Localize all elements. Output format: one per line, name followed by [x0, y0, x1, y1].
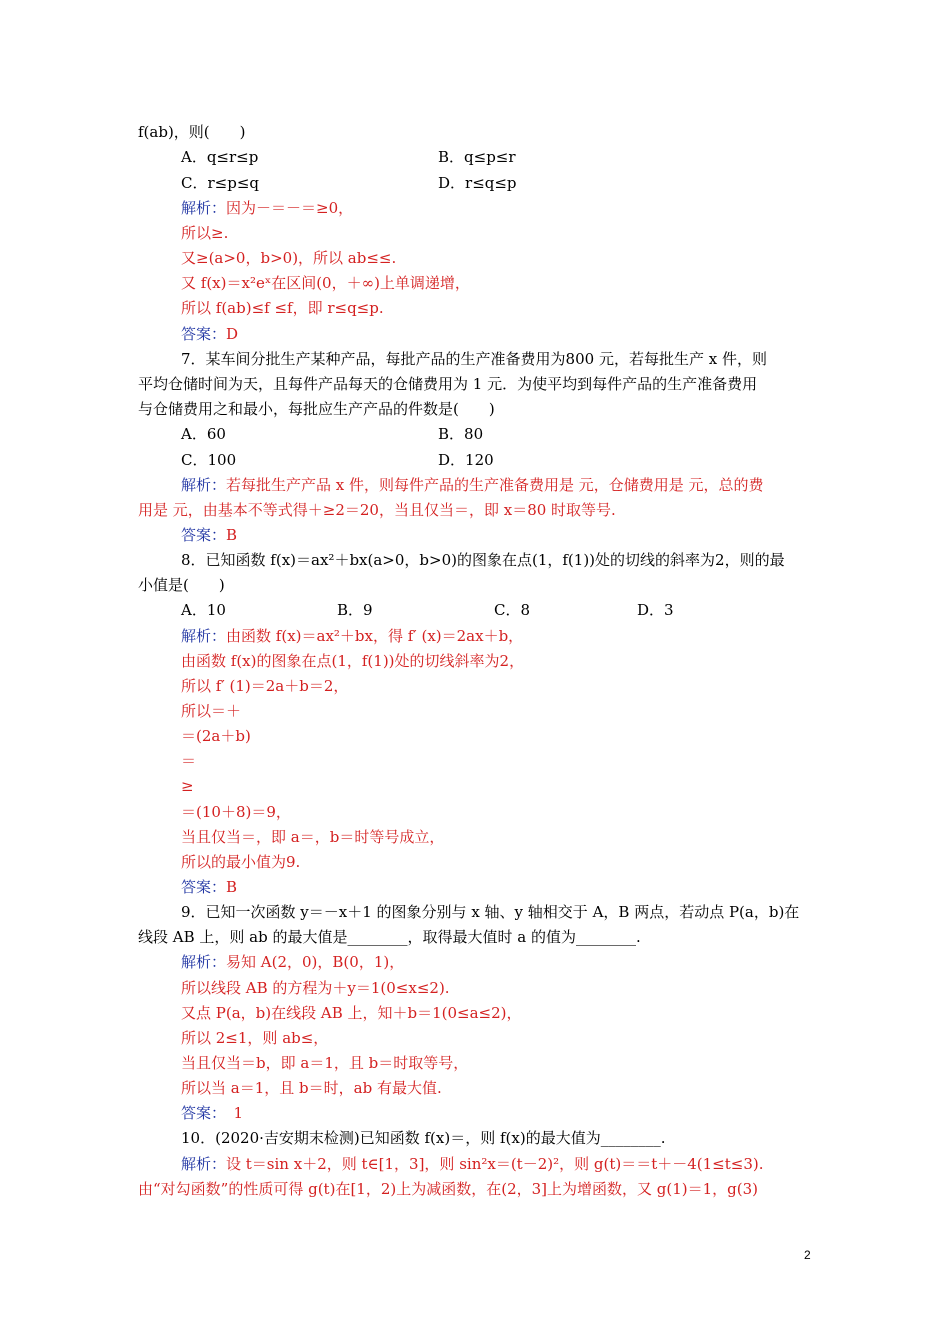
analysis-line: 又 f(x)＝x²eˣ在区间(0，＋∞)上单调递增， [181, 274, 470, 292]
analysis-text: 设 t＝sin x＋2，则 t∈[1，3]，则 sin²x＝(t－2)²，则 g(t)＝＝t＋－4(1≤t≤3). [226, 1155, 764, 1173]
analysis-text: 若每批生产产品 x 件，则每件产品的生产准备费用是 元，仓储费用是 元，总的费 [226, 476, 764, 494]
question-7: 7．某车间分批生产某种产品，每批产品的生产准备费用为800 元，若每批生产 x 件，则 [181, 350, 767, 368]
option-c: C．8 [494, 601, 531, 619]
answer-line [181, 1104, 243, 1122]
analysis-line: 当且仅当＝，即 a＝，b＝时等号成立， [181, 828, 445, 846]
answer-label: 答案： [181, 1104, 219, 1122]
answer-line [181, 526, 237, 544]
analysis-line: 又≥(a>0，b>0)，所以 ab≤≤. [181, 249, 397, 267]
analysis-line [181, 476, 764, 494]
text-line: 小值是( ) [138, 576, 225, 594]
analysis-line: ＝(10＋8)＝9， [181, 803, 291, 821]
answer-line [181, 878, 237, 896]
answer-label: 答案： [181, 325, 227, 343]
analysis-line: 所以 2≤1，则 ab≤， [181, 1029, 329, 1047]
option-b: B．9 [337, 601, 373, 619]
analysis-text: 因为－＝－＝≥0， [226, 199, 354, 217]
analysis-line: 所以≥. [181, 224, 229, 242]
option-b: B．q≤p≤r [438, 148, 516, 166]
option-a: A．q≤r≤p [181, 148, 259, 166]
option-d: D．r≤q≤p [438, 174, 517, 192]
analysis-label: 解析： [181, 1155, 227, 1173]
text-line: 平均仓储时间为天，且每件产品每天的仓储费用为 1 元．为使平均到每件产品的生产准备费用 [138, 375, 758, 393]
analysis-line [181, 953, 404, 971]
question-9: 9．已知一次函数 y＝－x＋1 的图象分别与 x 轴、y 轴相交于 A，B 两点，若动点 P(a，b)在 [181, 903, 800, 921]
analysis-label: 解析： [181, 476, 227, 494]
analysis-line: 所以 f′ (1)＝2a＋b＝2， [181, 677, 349, 695]
analysis-label: 解析： [181, 627, 227, 645]
analysis-line: 由“对勾函数”的性质可得 g(t)在[1，2)上为减函数，在(2，3]上为增函数，又 g(1)＝1，g(3) [138, 1180, 759, 1198]
option-a: A．10 [181, 601, 226, 619]
analysis-label: 解析： [181, 953, 227, 971]
question-8: 8．已知函数 f(x)＝ax²＋bx(a>0，b>0)的图象在点(1，f(1))处的切线的斜率为2，则的最 [181, 551, 785, 569]
answer-text: D [226, 325, 239, 343]
analysis-label: 解析： [181, 199, 227, 217]
answer-label: 答案： [181, 526, 227, 544]
analysis-line [181, 1155, 764, 1173]
answer-text: B [226, 526, 238, 544]
analysis-line: 所以线段 AB 的方程为＋y＝1(0≤x≤2). [181, 979, 450, 997]
analysis-line: 由函数 f(x)的图象在点(1，f(1))处的切线斜率为2， [181, 652, 525, 670]
option-d: D．3 [637, 601, 674, 619]
analysis-line: ＝(2a＋b) [181, 727, 251, 745]
analysis-line: 用是 元，由基本不等式得＋≥2＝20，当且仅当＝，即 x＝80 时取等号. [138, 501, 616, 519]
analysis-line: ≥ [181, 777, 194, 795]
analysis-text: 易知 A(2，0)，B(0，1)， [226, 953, 405, 971]
page-number: 2 [804, 1248, 811, 1262]
analysis-line: 当且仅当＝b，即 a＝1，且 b＝时取等号， [181, 1054, 469, 1072]
analysis-line: 所以＝＋ [181, 702, 242, 720]
answer-text: 1 [218, 1104, 244, 1122]
answer-line [181, 325, 238, 343]
option-c: C．100 [181, 451, 237, 469]
text-line: 与仓储费用之和最小，每批应生产产品的件数是( ) [138, 400, 495, 418]
question-10: 10．(2020·吉安期末检测)已知函数 f(x)＝，则 f(x)的最大值为________. [181, 1129, 666, 1147]
answer-label: 答案： [181, 878, 227, 896]
analysis-line: 又点 P(a，b)在线段 AB 上，知＋b＝1(0≤a≤2)， [181, 1004, 522, 1022]
text-line: f(ab)，则( ) [138, 123, 246, 141]
option-d: D．120 [438, 451, 494, 469]
option-b: B．80 [438, 425, 484, 443]
analysis-line: 所以 f(ab)≤f ≤f，即 r≤q≤p. [181, 299, 384, 317]
analysis-line [181, 199, 353, 217]
analysis-line: 所以的最小值为9. [181, 853, 301, 871]
analysis-line: ＝ [181, 752, 197, 770]
option-a: A．60 [181, 425, 226, 443]
text-line: 线段 AB 上，则 ab 的最大值是________，取得最大值时 a 的值为________. [138, 928, 641, 946]
analysis-line [181, 627, 523, 645]
analysis-line: 所以当 a＝1，且 b＝时，ab 有最大值. [181, 1079, 442, 1097]
analysis-text: 由函数 f(x)＝ax²＋bx，得 f′ (x)＝2ax＋b， [226, 627, 524, 645]
option-c: C．r≤p≤q [181, 174, 259, 192]
answer-text: B [226, 878, 238, 896]
